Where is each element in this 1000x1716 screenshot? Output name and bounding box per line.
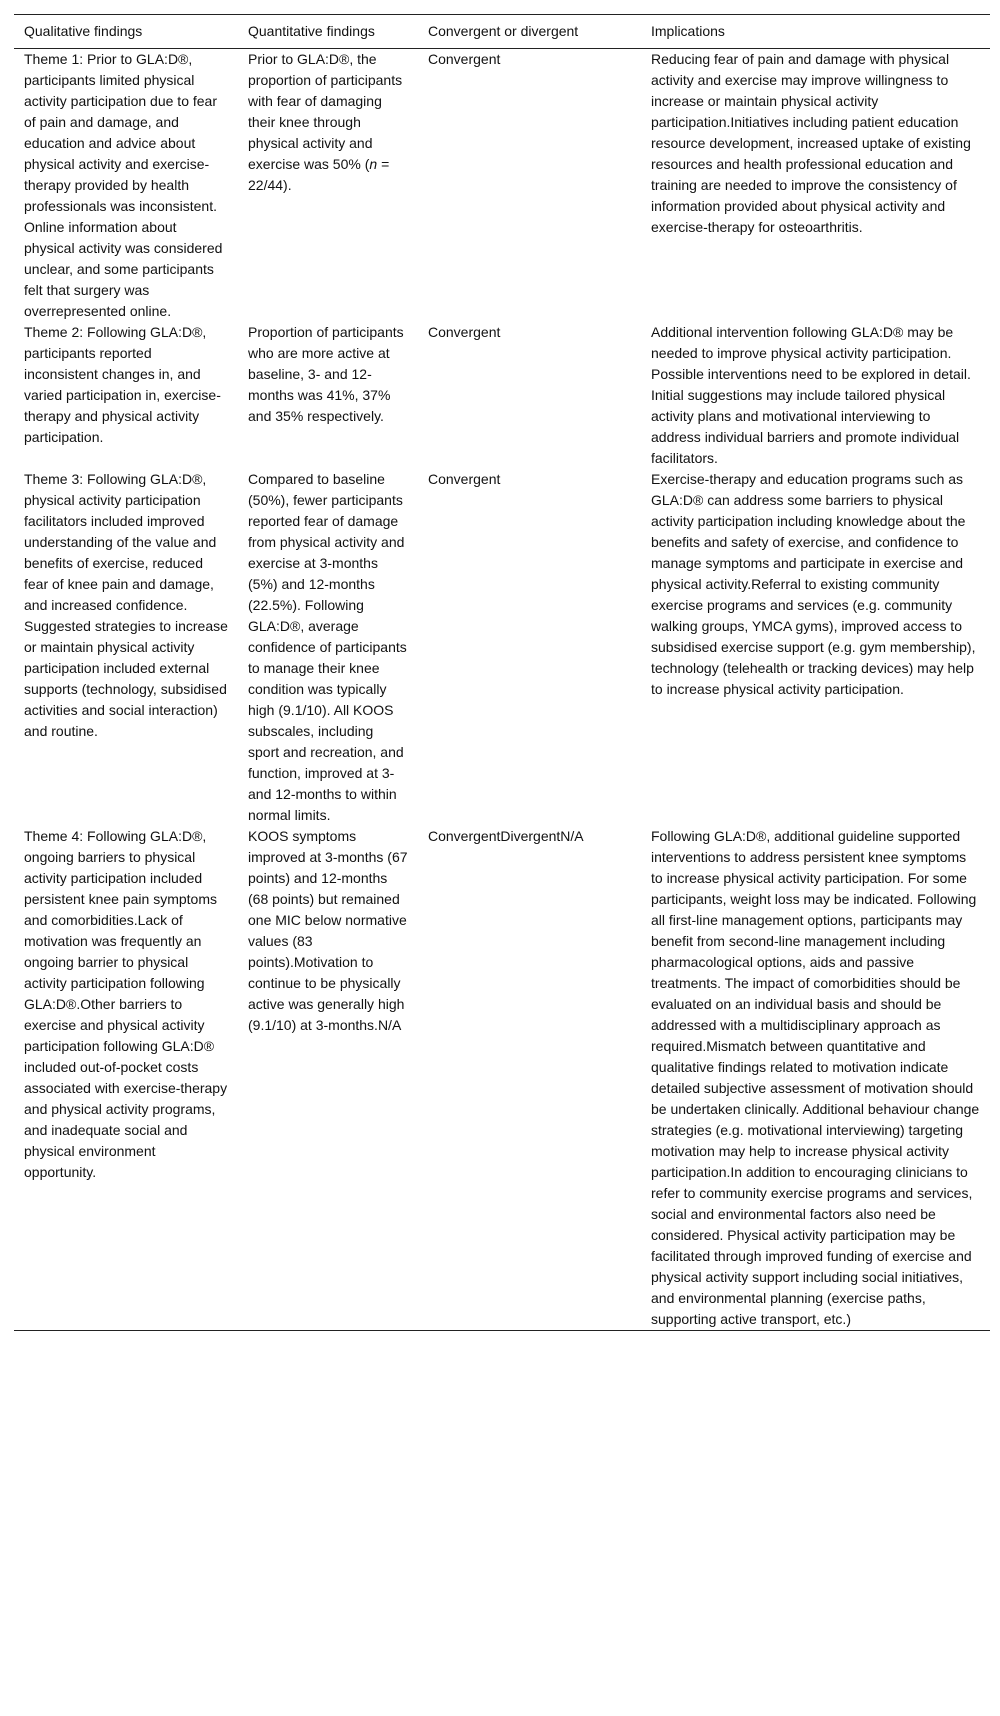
table-body [14, 49, 990, 1331]
table-row-theme-4 [14, 826, 990, 1331]
header-implications: Implications [651, 23, 725, 39]
table-header [14, 15, 990, 49]
header-qualitative: Qualitative findings [24, 23, 143, 39]
cell-quantitative: KOOS symptoms improved at 3-months (67 points) and 12-months (68 points) but remained one MIC below normative values (83 points).Motivation to continue to be physically active was generally high (9.1/10) at 3-months.N/A [248, 828, 408, 1033]
cell-convergence: Convergent [428, 471, 501, 487]
cell-convergence: Convergent [428, 324, 501, 340]
cell-convergence: Convergent [428, 51, 501, 67]
findings-table [14, 14, 990, 1331]
cell-qualitative: Theme 1: Prior to GLA:D®, participants limited physical activity participation due to fear of pain and damage, and education and advice about physical activity and exercise-therapy provided by health professionals was inconsistent. Online information about physical activity was considered unclear, and some participants felt that surgery was overrepresented online. [24, 51, 223, 319]
cell-implications: Exercise-therapy and education programs such as GLA:D® can address some barriers to physical activity participation including knowledge about the benefits and safety of exercise, and confidence to manage symptoms and participate in exercise and physical activity.Referral to existing community exercise programs and services (e.g. community walking groups, YMCA gyms), improved access to subsidised exercise support (e.g. gym membership), technology (telehealth or tracking devices) may help to increase physical activity participation. [651, 471, 976, 697]
cell-implications: Reducing fear of pain and damage with physical activity and exercise may improve willingness to increase or maintain physical activity participation.Initiatives including patient education resource development, increased uptake of existing resources and health professional education and training are needed to improve the consistency of information provided about physical activity and exercise-therapy for osteoarthritis. [651, 51, 971, 235]
cell-quantitative: Proportion of participants who are more active at baseline, 3- and 12-months was 41%, 37% and 35% respectively. [248, 324, 404, 424]
cell-qualitative: Theme 2: Following GLA:D®, participants reported inconsistent changes in, and varied participation in, exercise-therapy and physical activity participation. [24, 324, 221, 445]
cell-quantitative [238, 49, 418, 323]
cell-qualitative: Theme 4: Following GLA:D®, ongoing barriers to physical activity participation included persistent knee pain symptoms and comorbidities.Lack of motivation was frequently an ongoing barrier to physical activity participation following GLA:D®.Other barriers to exercise and physical activity participation following GLA:D® included out-of-pocket costs associated with exercise-therapy and physical activity programs, and inadequate social and physical environment opportunity. [24, 828, 228, 1180]
cell-implications: Following GLA:D®, additional guideline supported interventions to address persistent knee symptoms to increase physical activity participation. For some participants, weight loss may be indicated. Following all first-line management options, participants may benefit from second-line management including pharmacological options, aids and passive treatments. The impact of comorbidities should be evaluated on an individual basis and should be addressed with a multidisciplinary approach as required.Mismatch between quantitative and qualitative findings related to motivation indicate detailed subjective assessment of motivation should be undertaken clinically. Additional behaviour change strategies (e.g. motivational interviewing) targeting motivation may help to increase physical activity participation.In addition to encouraging clinicians to refer to community exercise programs and services, social and environmental factors also need be considered. Physical activity participation may be facilitated through improved funding of exercise and physical activity support including social initiatives, and environmental planning (exercise paths, supporting active transport, etc.) [651, 828, 980, 1327]
quantitative-n-symbol: n [369, 156, 378, 172]
quantitative-text-post: = 22/44). [248, 156, 390, 193]
cell-convergence: ConvergentDivergentN/A [428, 828, 584, 844]
quantitative-text-pre: Prior to GLA:D®, the proportion of participants with fear of damaging their knee through physical activity and exercise was 50% ( [248, 51, 403, 172]
header-row [14, 15, 990, 49]
table-row-theme-2 [14, 322, 990, 469]
table-row-theme-1 [14, 49, 990, 323]
cell-qualitative: Theme 3: Following GLA:D®, physical activity participation facilitators included improved understanding of the value and benefits of exercise, reduced fear of knee pain and damage, and increased confidence. Suggested strategies to increase or maintain physical activity participation included external supports (technology, subsidised activities and social interaction) and routine. [24, 471, 228, 739]
cell-implications: Additional intervention following GLA:D® may be needed to improve physical activity participation. Possible interventions need to be explored in detail. Initial suggestions may include tailored physical activity plans and motivational interviewing to address individual barriers and promote individual facilitators. [651, 324, 971, 466]
header-convergence: Convergent or divergent [428, 23, 579, 39]
header-quantitative: Quantitative findings [248, 23, 375, 39]
cell-quantitative: Compared to baseline (50%), fewer participants reported fear of damage from physical activity and exercise at 3-months (5%) and 12-months (22.5%). Following GLA:D®, average confidence of participants to manage their knee condition was typically high (9.1/10). All KOOS subscales, including sport and recreation, and function, improved at 3- and 12-months to within normal limits. [248, 471, 407, 823]
table-row-theme-3 [14, 469, 990, 826]
